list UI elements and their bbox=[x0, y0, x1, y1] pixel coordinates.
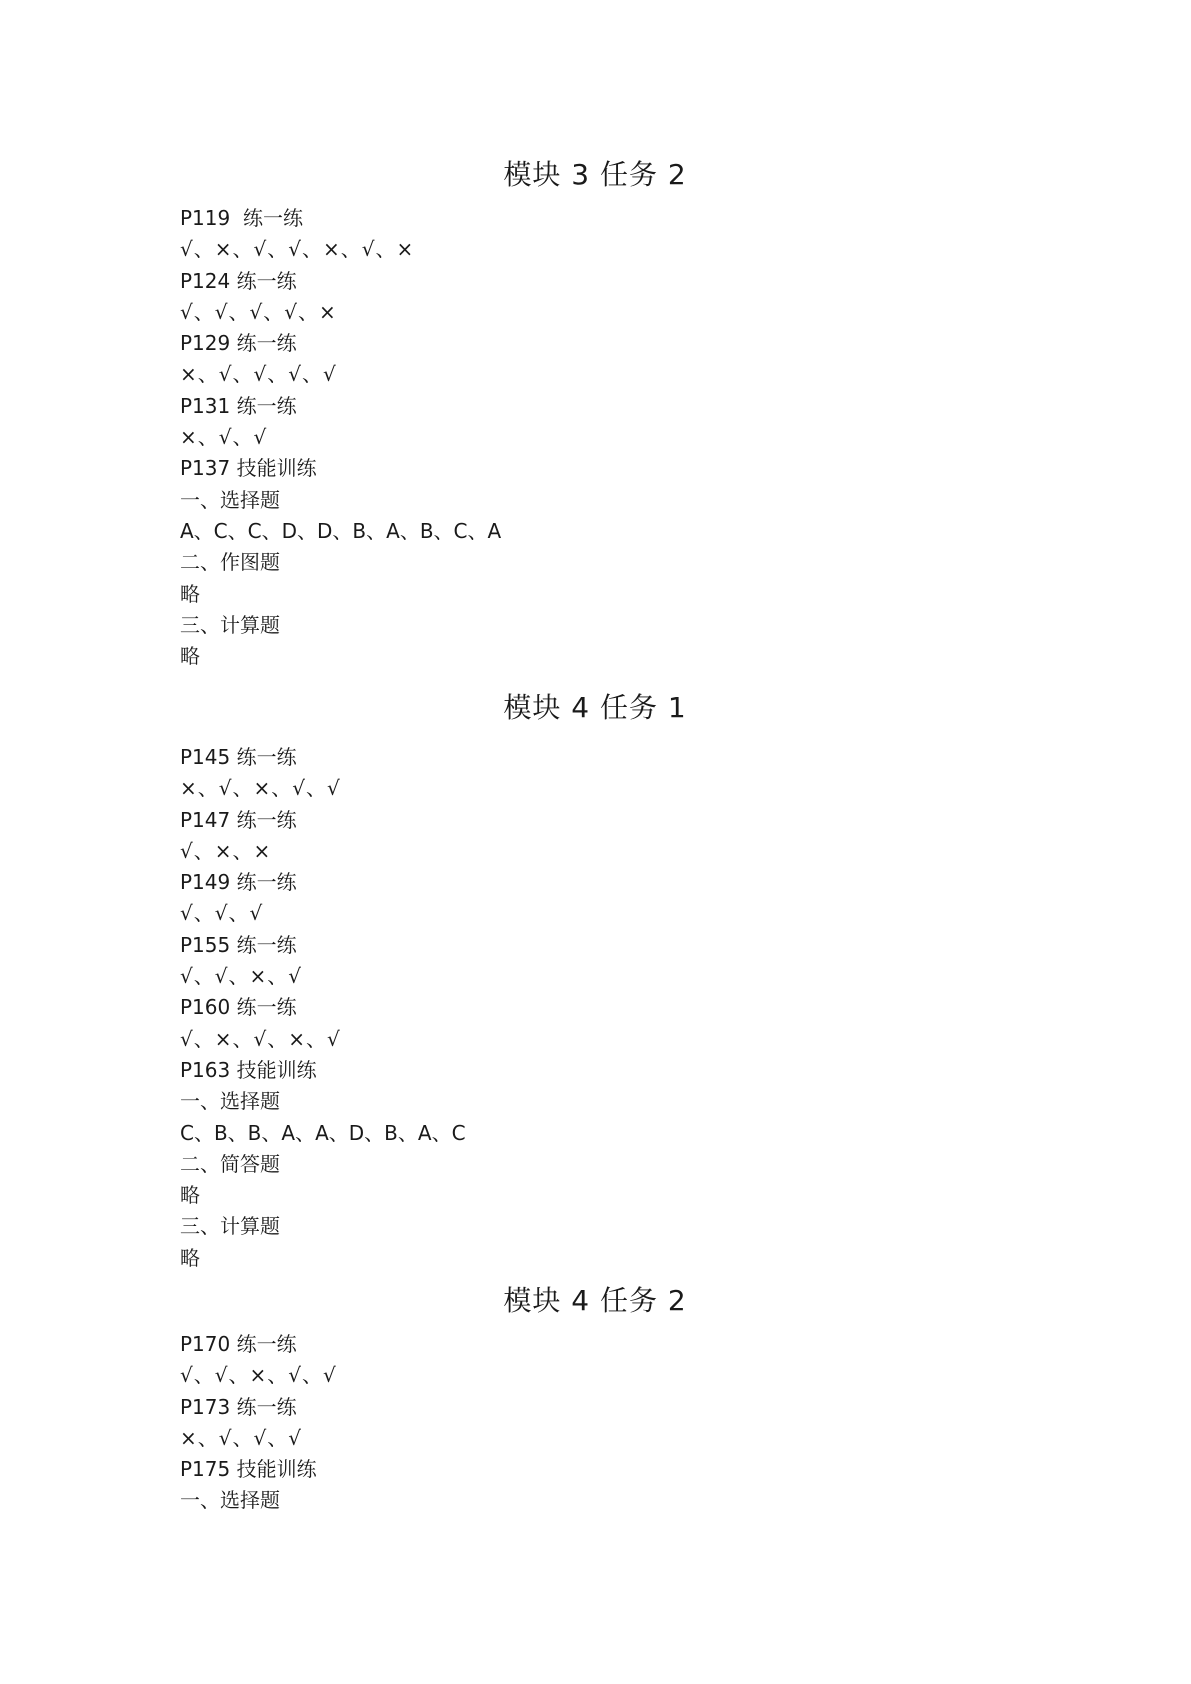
exercise-heading: P173 练一练 bbox=[180, 1394, 297, 1419]
exercise-heading: P119 练一练 bbox=[180, 206, 303, 230]
question-type-heading: 三、计算题 bbox=[180, 612, 280, 637]
answer-line: 略 bbox=[180, 644, 200, 669]
section-module4-task2 bbox=[180, 1281, 1010, 1517]
answer-line: C、B、B、A、A、D、B、A、C bbox=[180, 1120, 466, 1145]
answer-line: ×、√、√、√、√ bbox=[180, 362, 337, 387]
answer-line: ×、√、√ bbox=[180, 425, 268, 450]
exercise-heading: P175 技能训练 bbox=[180, 1457, 317, 1482]
answer-line: ×、√、×、√、√ bbox=[180, 776, 341, 801]
question-type-heading: 一、选择题 bbox=[180, 487, 280, 512]
answer-line: √、×、√、√、×、√、× bbox=[180, 237, 415, 262]
answer-line: √、√、×、√ bbox=[180, 964, 302, 989]
exercise-heading: P149 练一练 bbox=[180, 870, 297, 895]
section-module4-task1 bbox=[180, 688, 1010, 1274]
section-title: 模块 3 任务 2 bbox=[503, 158, 687, 191]
answer-line: 略 bbox=[180, 581, 200, 606]
exercise-heading: P131 练一练 bbox=[180, 393, 297, 418]
question-type-heading: 一、选择题 bbox=[180, 1488, 280, 1513]
answer-line: √、√、×、√、√ bbox=[180, 1363, 337, 1388]
answer-line: A、C、C、D、D、B、A、B、C、A bbox=[180, 518, 502, 543]
question-type-heading: 二、简答题 bbox=[180, 1151, 280, 1176]
exercise-heading: P155 练一练 bbox=[180, 932, 297, 957]
question-type-heading: 一、选择题 bbox=[180, 1089, 280, 1114]
answer-line: 略 bbox=[180, 1245, 200, 1270]
section-module3-task2 bbox=[180, 155, 1010, 672]
answer-line: √、√、√、√、× bbox=[180, 299, 337, 324]
exercise-heading: P129 练一练 bbox=[180, 331, 297, 356]
section-title: 模块 4 任务 2 bbox=[503, 1284, 687, 1317]
exercise-heading: P163 技能训练 bbox=[180, 1057, 317, 1082]
exercise-heading: P145 练一练 bbox=[180, 745, 297, 769]
answer-line: √、×、√、×、√ bbox=[180, 1026, 341, 1051]
question-type-heading: 二、作图题 bbox=[180, 550, 280, 575]
question-type-heading: 三、计算题 bbox=[180, 1214, 280, 1239]
answer-line: √、×、× bbox=[180, 838, 272, 863]
exercise-heading: P137 技能训练 bbox=[180, 456, 317, 481]
answer-line: 略 bbox=[180, 1183, 200, 1208]
answer-line: √、√、√ bbox=[180, 901, 264, 926]
exercise-heading: P160 练一练 bbox=[180, 995, 297, 1020]
exercise-heading: P147 练一练 bbox=[180, 807, 297, 832]
answer-line: ×、√、√、√ bbox=[180, 1425, 302, 1450]
exercise-heading: P170 练一练 bbox=[180, 1332, 297, 1356]
section-title: 模块 4 任务 1 bbox=[503, 691, 687, 724]
exercise-heading: P124 练一练 bbox=[180, 268, 297, 293]
